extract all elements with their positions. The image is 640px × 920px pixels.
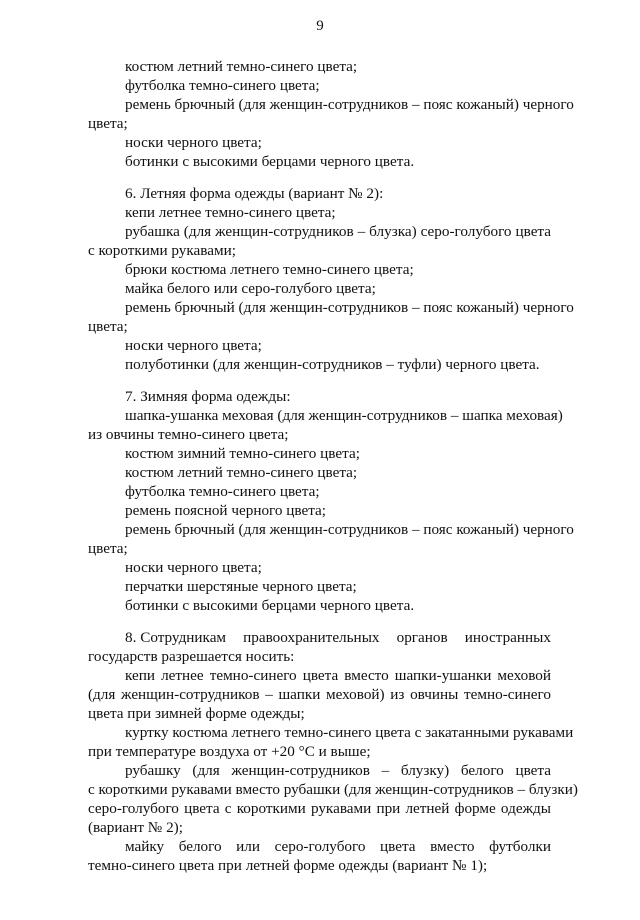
section-heading: 6. Летняя форма одежды (вариант № 2): [125,185,384,202]
text-line: кепи летнее темно-синего цвета; [125,204,336,221]
text-line: (для женщин-сотрудников – шапки меховой) из овчины темно-синего [88,686,551,703]
text-line: из овчины темно-синего цвета; [88,426,289,443]
text-line: куртку костюма летнего темно-синего цвета с закатанными рукавами [125,724,574,741]
text-line: ботинки с высокими берцами черного цвета. [125,597,415,614]
text-line: костюм летний темно-синего цвета; [125,58,358,75]
text-line: костюм зимний темно-синего цвета; [125,445,360,462]
text-line: костюм летний темно-синего цвета; [125,464,358,481]
text-line: с короткими рукавами вместо рубашки (для женщин-сотрудников – блузки) [88,781,578,798]
text-line: носки черного цвета; [125,559,262,576]
word: белого [460,762,504,779]
word: цвета [380,838,416,855]
text-line: ремень поясной черного цвета; [125,502,327,519]
text-line: ремень брючный (для женщин-сотрудников – пояс кожаный) черного [125,96,574,113]
text-line: государств разрешается носить: [88,648,295,665]
word: или [236,838,260,855]
text-line: цвета; [88,540,128,557]
word: серо-голубого [274,838,366,855]
word: правоохранительных [243,629,380,646]
text-line: футболка темно-синего цвета; [125,483,320,500]
word: (для [192,762,220,779]
text-line: при температуре воздуха от +20 °С и выше; [88,743,371,760]
word: женщин-сотрудников [231,762,370,779]
text-line: (вариант № 2); [88,819,183,836]
text-line: рубашка (для женщин-сотрудников – блузка) серо-голубого цвета [125,223,551,240]
text-line: носки черного цвета; [125,134,262,151]
page-number: 9 [316,18,324,34]
text-line: цвета; [88,318,128,335]
text-line: темно-синего цвета при летней форме одежды (вариант № 1); [88,857,488,874]
text-line: кепи летнее темно-синего цвета вместо шапки-ушанки меховой [125,667,551,684]
word: майку [125,838,165,855]
text-line [125,837,551,857]
text-line: шапка-ушанка меховая (для женщин-сотрудников – шапка меховая) [125,407,563,424]
text-line: майка белого или серо-голубого цвета; [125,280,376,297]
text-line: полуботинки (для женщин-сотрудников – туфли) черного цвета. [125,356,540,373]
word: иностранных [464,629,551,646]
word: цвета [515,762,551,779]
word: белого [178,838,222,855]
text-line: брюки костюма летнего темно-синего цвета; [125,261,414,278]
text-line: перчатки шерстяные черного цвета; [125,578,357,595]
section-heading [125,628,551,648]
text-line: ремень брючный (для женщин-сотрудников – пояс кожаный) черного [125,299,574,316]
word: – [381,762,390,779]
word: футболки [489,838,551,855]
text-line: с короткими рукавами; [88,242,236,259]
text-line: носки черного цвета; [125,337,262,354]
word: 8. Сотрудникам [125,629,227,646]
text-line: цвета; [88,115,128,132]
word: органов [396,629,448,646]
text-line: цвета при зимней форме одежды; [88,705,305,722]
text-line: ботинки с высокими берцами черного цвета. [125,153,415,170]
text-line [125,761,551,781]
word: блузку) [400,762,450,779]
text-line: серо-голубого цвета с короткими рукавами при летней форме одежды [88,800,551,817]
section-heading: 7. Зимняя форма одежды: [125,388,291,405]
word: рубашку [125,762,181,779]
text-line: футболка темно-синего цвета; [125,77,320,94]
word: вместо [430,838,475,855]
text-line: ремень брючный (для женщин-сотрудников – пояс кожаный) черного [125,521,574,538]
